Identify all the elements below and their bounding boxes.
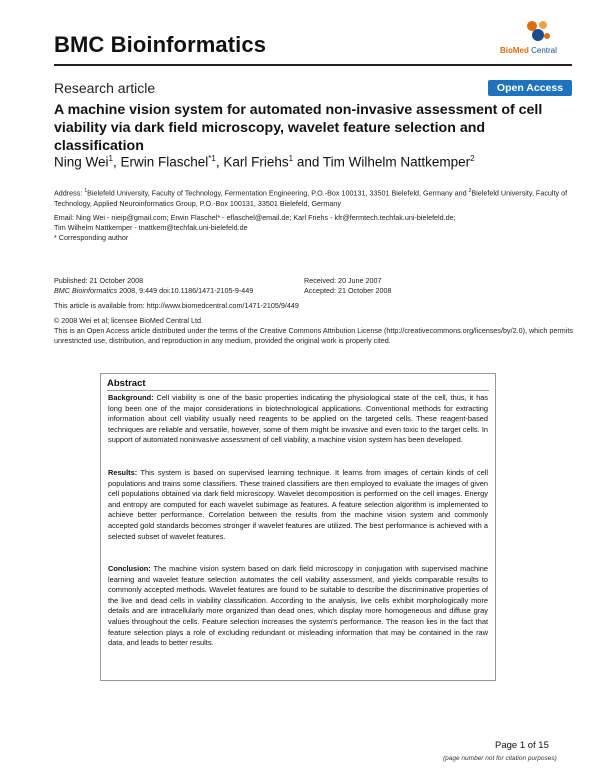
abstract-conclusion	[108, 564, 488, 649]
email-block	[54, 213, 574, 244]
author-name[interactable]: Erwin Flaschel	[120, 154, 209, 170]
author-separator: ,	[215, 154, 224, 170]
author-affiliation: 2	[470, 154, 475, 163]
address-label: Address:	[54, 188, 85, 198]
address-2: Bielefeld University, Faculty of Technology, Applied Neuroinformatics Group, P.O.-Box 100131, 33501 Bielefeld, Germany	[54, 188, 568, 208]
citation	[54, 286, 284, 296]
corresponding-author-note: * Corresponding author	[54, 233, 129, 243]
abstract-background	[108, 393, 488, 446]
conclusion-label: Conclusion:	[108, 564, 151, 573]
license-text[interactable]: This is an Open Access article distributed under the terms of the Creative Commons Attribution License (http://creativecommons.org/licenses/by/2.0), which permits unrestricted use, distribution, and reproduction in any medium, provided the original work is properly cited.	[54, 326, 573, 346]
author-affiliation: 1	[108, 154, 113, 163]
conclusion-text: The machine vision system based on dark field microscopy in conjugation with supervised machine learning and wavelet feature selection automates the cell viability assessment, and yields comparable results to commonly accepted methods. Wavelet features are found to be suitable to describe the discriminative properties of the live and dead cells in viability classification. According to the analysis, live cells exhibit morphologically more details and are intracellularly more organized than dead ones, which display more homogeneous and diffuse gray values throughout the cells. Feature selection increases the system's performance. The reason lies in the fact that feature selection plays a role of excluding redundant or misleading information that may be contained in the raw data, and leads to better results.	[108, 564, 488, 648]
author-affiliation: *1	[208, 154, 216, 163]
page-number-note: (page number not for citation purposes)	[443, 755, 557, 762]
address-1-sup: 1	[84, 188, 88, 194]
copyright-line: © 2008 Wei et al; licensee BioMed Central Ltd.	[54, 316, 203, 325]
publication-info	[54, 276, 284, 296]
abstract-results	[108, 468, 488, 542]
publisher-name	[500, 46, 580, 55]
dates-info	[304, 276, 534, 296]
publisher-name-part2: Central	[528, 46, 557, 55]
open-access-badge[interactable]: Open Access	[488, 80, 572, 96]
author-name[interactable]: Ning Wei	[54, 154, 109, 170]
results-text: This system is based on supervised learning technique. It learns from images of certain kinds of cell populations and trains some classifiers. These trained classifiers are then employed to evaluate the images of given cell populations obtained via dark field microscopy. Wavelet decomposition is performed on the cell images. Energy and entropy are computed for each wavelet subimage as features. A feature selection algorithm is implemented to achieve better performance. Correlation between the results from the machine vision system and commonly accepted gold standards becomes stronger if wavelet features are utilized. The best performance is achieved with a selected subset of wavelet features.	[108, 468, 488, 541]
background-label: Background:	[108, 393, 154, 402]
accepted-date: Accepted: 21 October 2008	[304, 286, 392, 296]
citation-journal: BMC Bioinformatics	[54, 286, 118, 296]
publisher-name-part1: BioMed	[500, 46, 529, 55]
biomed-central-mark-icon	[524, 18, 552, 44]
article-availability[interactable]: This article is available from: http://www.biomedcentral.com/1471-2105/9/449	[54, 301, 299, 310]
article-title: A machine vision system for automated non-invasive assessment of cell viability via dark field microscopy, wavelet feature selection and classification	[54, 102, 543, 154]
author-list	[54, 154, 574, 170]
article-type: Research article	[54, 80, 156, 96]
received-date: Received: 20 June 2007	[304, 276, 382, 285]
results-label: Results:	[108, 468, 138, 477]
address-2-sup: 2	[468, 188, 472, 194]
address-1: Bielefeld University, Faculty of Technology, Fermentation Engineering, P.O.-Box 100131, 33501 Bielefeld, Germany and	[87, 188, 469, 198]
copyright-block	[54, 316, 574, 347]
abstract-box	[100, 373, 496, 681]
citation-details[interactable]: 2008, 9:449 doi:10.1186/1471-2105-9-449	[117, 286, 254, 296]
page-number: Page 1 of 15	[495, 740, 549, 751]
published-date: Published: 21 October 2008	[54, 276, 144, 285]
journal-title: BMC Bioinformatics	[54, 32, 267, 57]
email-line-1[interactable]: Email: Ning Wei - nieip@gmail.com; Erwin Flaschel* - eflaschel@email.de; Karl Friehs - kfr@fermtech.techfak.uni-bielefeld.de;	[54, 213, 456, 222]
author-separator: and	[293, 154, 323, 170]
header-divider	[54, 64, 572, 66]
abstract-heading: Abstract	[107, 378, 146, 389]
author-name[interactable]: Karl Friehs	[223, 154, 289, 170]
author-separator: ,	[112, 154, 121, 170]
author-name[interactable]: Tim Wilhelm Nattkemper	[322, 154, 471, 170]
biomed-central-logo[interactable]	[500, 18, 572, 58]
author-affiliation: 1	[288, 154, 294, 163]
abstract-divider	[107, 390, 489, 391]
email-line-2[interactable]: Tim Wilhelm Nattkemper - tnattkem@techfak.uni-bielefeld.de	[54, 223, 248, 233]
address-block	[54, 186, 574, 209]
background-text: Cell viability is one of the basic properties indicating the physiological state of the cell, thus, it has long been one of the major considerations in biotechnological applications. Conventional methods for extracting information about cell viability usually need reagents to be applied on the targeted cells. These reagent-based techniques are reliable and versatile, however, some of them might be invasive and even toxic to the target cells. In support of automated noninvasive assessment of cell viability, a machine vision system has been developed.	[108, 393, 488, 445]
